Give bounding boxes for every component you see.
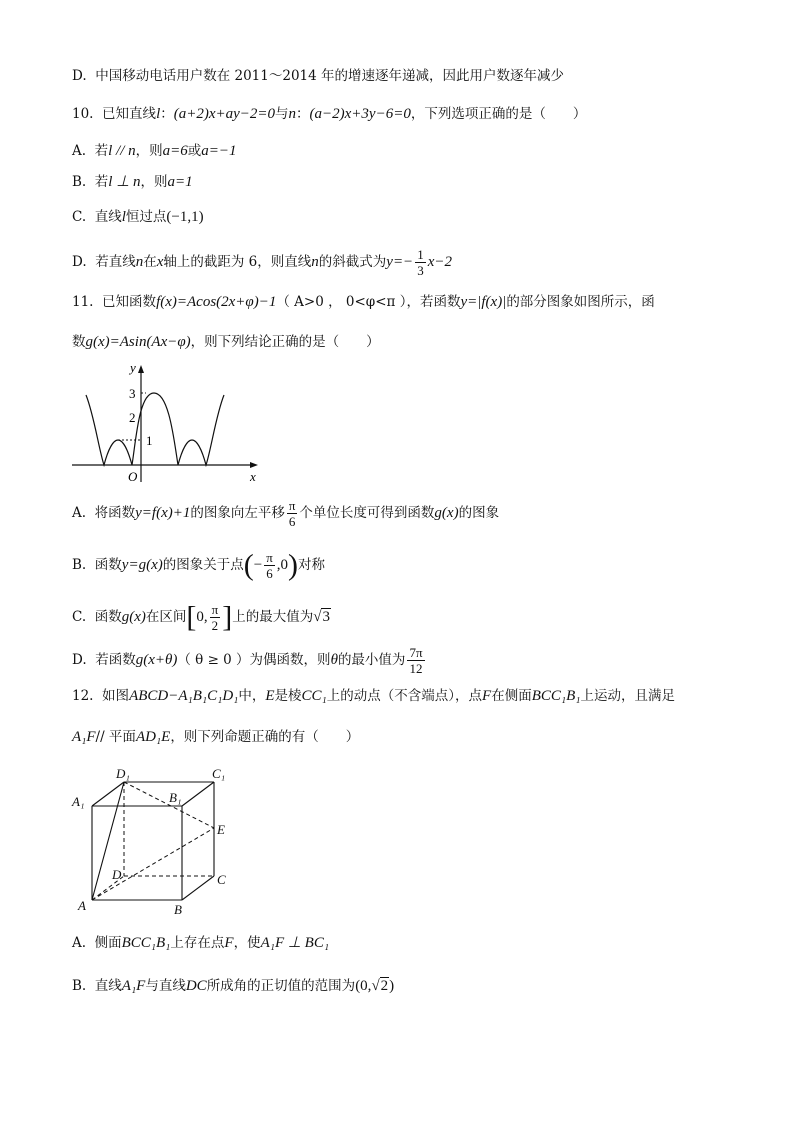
q11-condition: （ A>0 ， 0<φ<π ），若函数 — [276, 294, 461, 310]
q10-d-mid2: 轴上的截距为 6，则直线 — [163, 254, 312, 270]
q12-a-cond: A₁F ⊥ BC₁ — [260, 935, 330, 951]
q11-tick-3: 3 — [129, 386, 136, 401]
q11-option-d — [72, 645, 427, 676]
q11-d-cond: （ θ ≥ 0 ）为偶函数，则 — [177, 652, 331, 668]
q12-solid: ABCD−A₁B₁C₁D₁ — [129, 688, 239, 704]
edge-b1c1 — [182, 782, 214, 806]
label-a: A — [78, 898, 86, 913]
q11-c-frac-den: 2 — [211, 618, 219, 633]
q11-d-frac-den: 12 — [409, 661, 423, 676]
q11-stem-line1 — [72, 292, 655, 312]
q11-b-end: 对称 — [298, 557, 326, 573]
q12-a-mid: 上存在点 — [170, 935, 225, 951]
q11-d-label: D. 若函数 — [72, 652, 136, 668]
label-b1: B₁ — [169, 790, 182, 805]
label-a1: A₁ — [72, 794, 85, 809]
q12-b-range-right: ) — [389, 978, 395, 994]
q12-mid2: 是棱 — [274, 688, 302, 704]
q11-y-label: y — [130, 360, 136, 375]
q11-stem-prefix: 11. 已知函数 — [72, 294, 157, 310]
q10-stem: 10. 已知直线l：(a+2)x+ay−2=0与n：(a−2)x+3y−6=0，下列选项正确的是（ ） — [72, 106, 587, 122]
q11-stem-line2 — [72, 332, 380, 352]
q12-b-line2: DC — [185, 978, 207, 994]
q11-a-frac-num: π — [288, 498, 296, 513]
q10-d-n: n — [135, 254, 144, 270]
q11-b-frac-den: 6 — [266, 566, 273, 581]
edge-bc — [182, 876, 214, 900]
q10-c-line: l — [121, 209, 126, 225]
q10-b-result: a=1 — [167, 174, 193, 190]
q12-stem-prefix: 12. 如图 — [72, 688, 130, 704]
q10-line-l: l — [156, 106, 161, 122]
q10-d-eq-right: x−2 — [427, 254, 452, 270]
label-e: E — [217, 822, 225, 837]
q10-n-equation: (a−2)x+3y−6=0 — [309, 106, 411, 122]
q11-b-minus: − — [253, 557, 263, 573]
q11-a-g: g(x) — [434, 505, 459, 521]
q10-line-n: n — [288, 106, 297, 122]
q11-b-frac-num: π — [266, 550, 273, 565]
q11-abs-function: y=|f(x)| — [460, 294, 507, 310]
q9-option-d — [72, 66, 564, 86]
q11-x-arrow — [250, 462, 258, 468]
q12-point-e: E — [265, 688, 275, 704]
q11-c-label: C. 函数 — [72, 609, 122, 625]
q9-option-d-text: D. 中国移动电话用户数在 2011～2014 年的增速逐年递减，因此用户数逐年减少 — [72, 68, 565, 84]
q10-a-result2: a=−1 — [201, 143, 237, 159]
q10-option-b — [72, 172, 193, 192]
q12-b-label: B. 直线 — [72, 978, 122, 994]
q11-b-function: y=g(x) — [121, 557, 163, 573]
q11-option-a — [72, 498, 499, 529]
q11-function-f: f(x)=Acos(2x+φ)−1 — [156, 294, 277, 310]
q10-b-label: B. 若 — [72, 174, 109, 190]
q10-d-label: D. 若直线 — [72, 254, 136, 270]
q12-b-mid: 与直线 — [145, 978, 186, 994]
q11-d-mid: 的最小值为 — [337, 652, 406, 668]
q12-option-b — [72, 976, 394, 996]
q12-a-face: BCC₁B₁ — [121, 935, 171, 951]
q11-b-point-rest: ,0 — [276, 557, 289, 573]
q12-stem2-mid: // 平面 — [95, 729, 136, 745]
q11-function-g: g(x)=Asin(Ax−φ) — [85, 334, 191, 350]
q10-c-point: (−1,1) — [166, 209, 204, 225]
q11-a-mid: 的图象向左平移 — [190, 505, 285, 521]
q12-mid3: 上的动点（不含端点），点 — [326, 688, 483, 704]
q11-d-frac-num: 7π — [409, 645, 423, 660]
q11-a-fraction — [287, 498, 298, 529]
q11-c-interval-left: 0, — [196, 609, 208, 625]
q11-a-frac-den: 6 — [288, 514, 296, 529]
q10-option-c — [72, 207, 204, 227]
q10-d-n2: n — [311, 254, 319, 270]
label-d: D — [112, 867, 122, 882]
q12-edge: CC₁ — [301, 688, 327, 704]
q10-a-or: 或 — [187, 143, 202, 159]
q11-stem-suffix: 的部分图象如图所示，函 — [506, 294, 655, 310]
q11-c-frac-num: π — [211, 602, 219, 617]
q12-b-mid2: 所成角的正切值的范围为 — [206, 978, 356, 994]
q10-d-mid: 在 — [143, 254, 157, 270]
q10-c-rest: 恒过点 — [125, 209, 167, 225]
label-c1: C₁ — [212, 766, 226, 781]
q12-stem-line2 — [72, 727, 359, 747]
q10-d-x: x — [156, 254, 164, 270]
q12-b-sqrt: √2 — [371, 978, 389, 994]
q10-a-then: ，则 — [135, 143, 163, 159]
q11-c-fraction — [210, 602, 221, 633]
q10-a-cond: l // n — [108, 143, 136, 159]
q11-b-mid: 的图象关于点 — [162, 557, 244, 573]
q11-a-end: 的图象 — [458, 505, 500, 521]
q11-d-function: g(x+θ) — [135, 652, 178, 668]
q11-c-end: 上的最大值为 — [232, 609, 314, 625]
q12-cube-diagram — [66, 762, 246, 922]
q10-d-mid3: 的斜截式为 — [318, 254, 387, 270]
q10-with: 与 — [275, 106, 289, 122]
q12-mid: 中， — [238, 688, 266, 704]
q12-face: BCC₁B₁ — [531, 688, 581, 704]
q12-end: 上运动，且满足 — [580, 688, 675, 704]
edge-ad1 — [92, 782, 124, 900]
q12-point-f: F — [482, 688, 492, 704]
q12-mid4: 在侧面 — [491, 688, 532, 704]
q10-option-a — [72, 141, 237, 161]
q12-a-f: F — [224, 935, 234, 951]
q10-l-equation: (a+2)x+ay−2=0 — [173, 106, 276, 122]
q12-stem-line1 — [72, 686, 675, 706]
q12-line-a1f: A₁F — [72, 729, 96, 745]
q10-a-result: a=6 — [162, 143, 188, 159]
q11-c-sqrt: √3 — [313, 609, 330, 625]
q11-a-label: A. 将函数 — [72, 505, 136, 521]
q11-tick-2: 2 — [129, 410, 136, 425]
q12-option-a — [72, 933, 329, 953]
label-d1: D₁ — [116, 766, 130, 781]
q11-stem2-suffix: ，则下列结论正确的是（ ） — [190, 334, 380, 350]
q10-d-fraction — [415, 247, 426, 278]
q12-plane: AD₁E — [135, 729, 171, 745]
q10-b-then: ，则 — [140, 174, 168, 190]
q10-c-label: C. 直线 — [72, 209, 122, 225]
q11-option-c: C. 函数g(x)在区间[0, $\frac{\pi}{2}$ ]上的最大值为√3 — [72, 600, 330, 634]
q11-x-label: x — [250, 469, 256, 484]
q11-a-function: y=f(x)+1 — [135, 505, 191, 521]
q11-b-fraction — [264, 550, 275, 581]
q11-origin-label: O — [128, 469, 138, 484]
q12-a-label: A. 侧面 — [72, 935, 122, 951]
q11-c-sqrt-value: 3 — [322, 609, 330, 625]
q11-y-arrow — [138, 365, 144, 373]
q11-graph — [66, 360, 266, 485]
q11-tick-1: 1 — [146, 433, 153, 448]
q11-c-mid: 在区间 — [145, 609, 187, 625]
q12-b-line: A₁F — [121, 978, 146, 994]
q10-d-eq-left: y=− — [386, 254, 414, 270]
q10-stem-suffix: ，下列选项正确的是（ ） — [410, 106, 587, 122]
edge-a1d1 — [92, 782, 124, 806]
q10-b-cond: l ⊥ n — [108, 174, 141, 190]
q11-c-function: g(x) — [121, 609, 146, 625]
q10-d-frac-den: 3 — [417, 263, 424, 278]
q12-stem2-end: ，则下列命题正确的有（ ） — [170, 729, 360, 745]
q11-d-theta: θ — [330, 652, 338, 668]
q10-option-d — [72, 247, 452, 278]
q11-b-label: B. 函数 — [72, 557, 122, 573]
q11-a-mid2: 个单位长度可得到函数 — [299, 505, 435, 521]
q11-curve — [86, 393, 224, 465]
label-c: C — [217, 872, 226, 887]
q10-d-frac-num: 1 — [417, 247, 424, 262]
q11-stem2-prefix: 数 — [72, 334, 86, 350]
segment-d1e — [124, 782, 214, 828]
q11-option-b: B. 函数y=g(x)的图象关于点(− $\frac{\pi}{6}$ ,0)对称 — [72, 548, 326, 582]
q12-b-range-left: (0, — [355, 978, 372, 994]
q11-d-fraction — [407, 645, 424, 676]
q10-stem-prefix: 10. 已知直线 — [72, 106, 157, 122]
q10-a-label: A. 若 — [72, 143, 109, 159]
q12-b-sqrt-value: 2 — [380, 978, 389, 994]
label-b: B — [174, 902, 182, 917]
q12-a-mid2: ，使 — [233, 935, 261, 951]
